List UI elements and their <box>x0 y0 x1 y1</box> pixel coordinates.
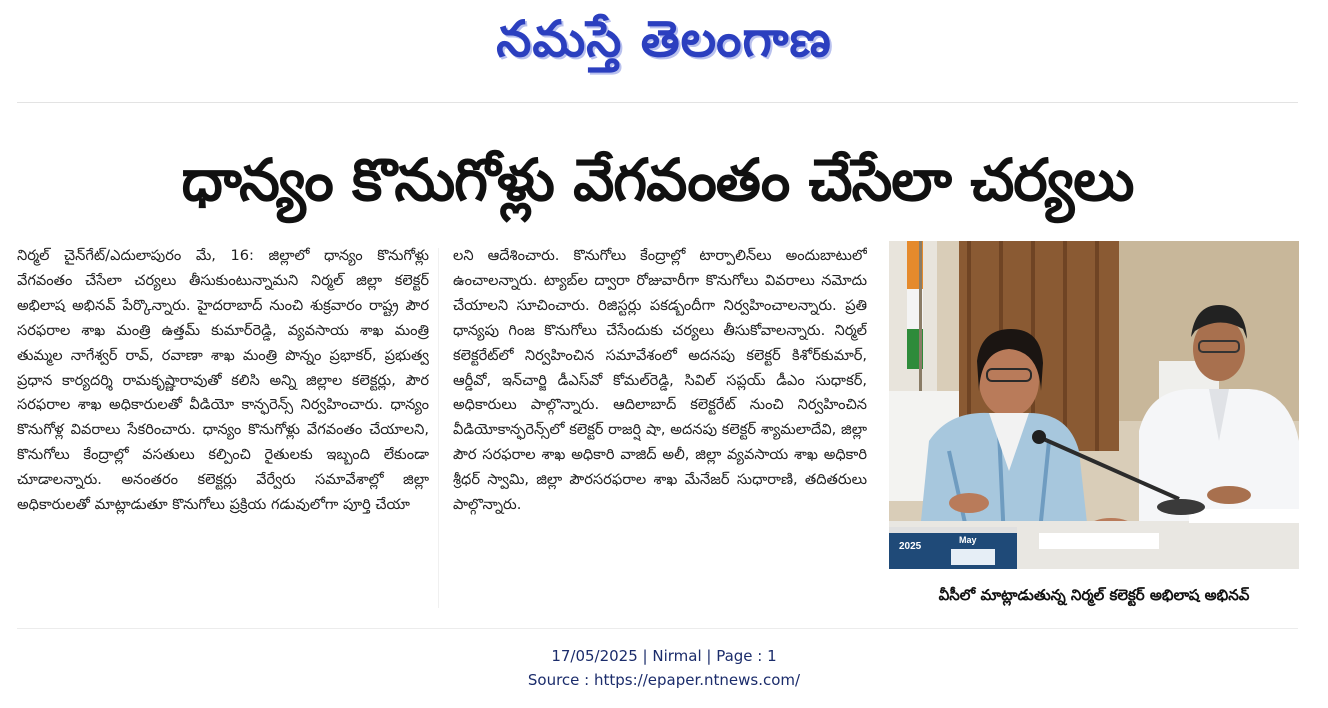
calendar-month: May <box>959 535 977 545</box>
source-link[interactable]: Source : https://epaper.ntnews.com/ <box>527 671 801 689</box>
edition-info: 17/05/2025 | Nirmal | Page : 1 <box>551 647 777 665</box>
photo-caption: వీసీలో మాట్లాడుతున్న నిర్మల్ కలెక్టర్ అభిలాష అభినవ్ <box>938 586 1250 604</box>
bottom-divider <box>17 628 1298 629</box>
masthead-logo: నమస్తే తెలంగాణ <box>496 9 832 68</box>
top-divider <box>17 102 1298 103</box>
masthead <box>0 0 1328 78</box>
column-divider <box>438 248 439 608</box>
footer <box>0 644 1328 692</box>
article-column-2: లని ఆదేశించారు. కొనుగోలు కేంద్రాల్లో టార్పాలిన్‌లు అందుబాటులో ఉంచాలన్నారు. ట్యాబ్‌ల ద్వారా రోజువారీగా కొనుగోలు వివరాలు నమోదు చేయాలని సూచించారు. రిజిస్టర్లు పకడ్బందీగా నిర్వహించాలన్నారు. ప్రతి ధాన్యపు గింజ కొనుగోలు చేసేందుకు చర్యలు తీసుకోవాలన్నారు. నిర్మల్ కలెక్టరేట్‌లో నిర్వహించిన సమావేశంలో అదనపు కలెక్టర్ కిశోర్‌కుమార్, ఆర్డీవో, ఇన్‌చార్జి డీఎస్‌వో కోమల్‌రెడ్డి, సివిల్ సప్లయ్ డీఎం సుధాకర్, అధికారులు పాల్గొన్నారు. ఆదిలాబాద్ కలెక్టరేట్ నుంచి నిర్వహించిన వీడియోకాన్ఫరెన్స్‌లో కలెక్టర్ రాజర్షి షా, అదనపు కలెక్టర్ శ్యామలాదేవి, జిల్లా పౌర సరఫరాల శాఖ అధికారి వాజిద్ అలీ, జిల్లా వ్యవసాయ శాఖ అధికారి శ్రీధర్ స్వామి, జిల్లా పౌరసరఫరాల శాఖ మేనేజర్ సుధారాణి, తదితరులు పాల్గొన్నారు. <box>453 247 867 514</box>
calendar-year: 2025 <box>899 541 922 552</box>
article-column-1: నిర్మల్ చైన్‌గేట్/ఎదులాపురం మే, 16: జిల్లాలో ధాన్యం కొనుగోళ్లు వేగవంతం చేసేలా చర్యలు తీసుకుంటున్నామని నిర్మల్ జిల్లా కలెక్టర్ అభిలాష అభినవ్ పేర్కొన్నారు. హైదరాబాద్ నుంచి శుక్రవారం రాష్ట్ర పౌర సరఫరాల శాఖ మంత్రి ఉత్తమ్ కుమార్‌రెడ్డి, వ్యవసాయ శాఖ మంత్రి తుమ్మల నాగేశ్వర్ రావ్, రవాణా శాఖ మంత్రి పొన్నం ప్రభాకర్, ప్రభుత్వ ప్రధాన కార్యదర్శి రామకృష్ణారావుతో కలిసి అన్ని జిల్లాల కలెక్టర్లు, పౌర సరఫరాల శాఖ అధికారులతో వీడియో కాన్ఫరెన్స్ నిర్వహించారు. ధాన్యం కొనుగోళ్ల వివరాలు సేకరించారు. ధాన్యం కొనుగోళ్లు వేగవంతం చేయాలని, కొనుగోలు కేంద్రాల్లో వసతులు కల్పించి రైతులకు ఇబ్బంది లేకుండా చూడాలన్నారు. అనంతరం కలెక్టర్లు వేర్వేరు సమావేశాల్లో జిల్లా అధికారులతో మాట్లాడుతూ కొనుగోలు ప్రక్రియ గడువులోగా పూర్తి చేయా <box>17 247 429 514</box>
article-headline: ధాన్యం కొనుగోళ్లు వేగవంతం చేసేలా చర్యలు <box>181 146 1134 214</box>
news-photo <box>889 241 1299 569</box>
